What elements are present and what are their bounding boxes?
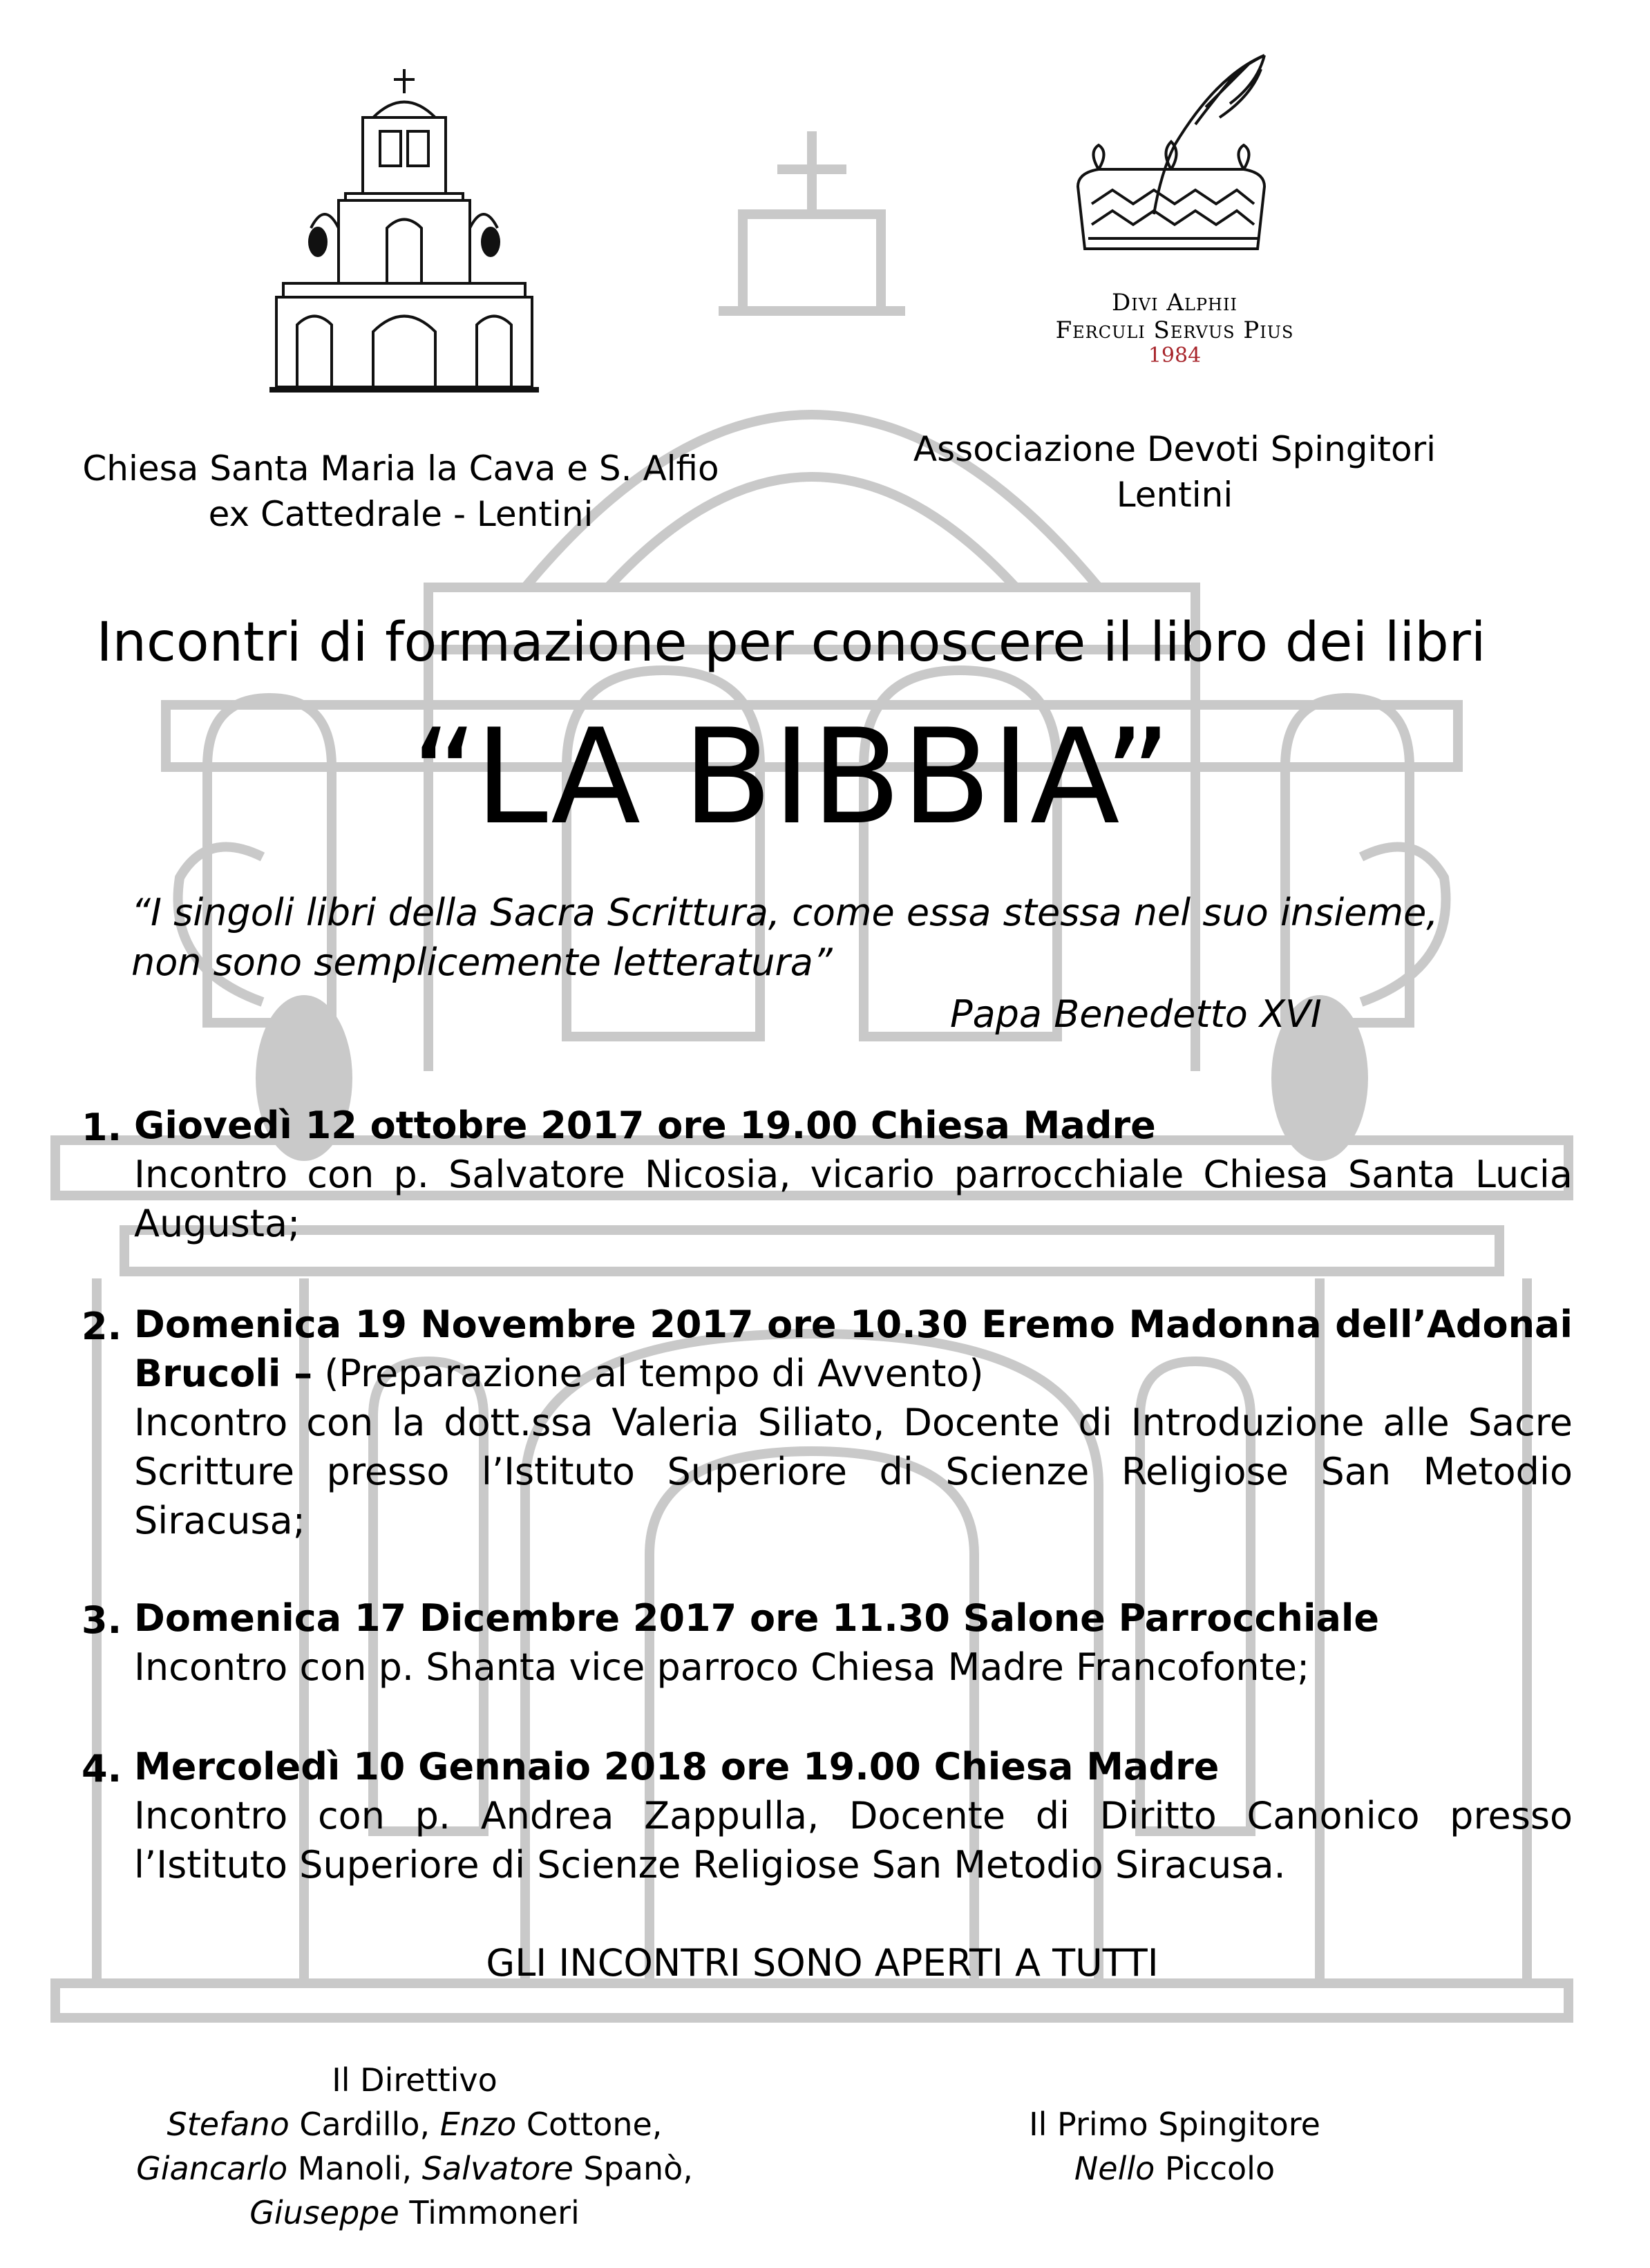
page-subtitle: Incontri di formazione per conoscere il libro dei libri [96, 612, 1486, 674]
event-2-heading: Domenica 19 Novembre 2017 ore 10.30 Eremo Madonna dell’Adonai Brucoli – [134, 1303, 1573, 1395]
signature-left-title: Il Direttivo [332, 2061, 497, 2099]
event-4-description: Incontro con p. Andrea Zappulla, Docente di Diritto Canonico presso l’Istituto Superiore di Scienze Religiose San Metodio Siracusa. [134, 1794, 1573, 1887]
event-2-number: 2. [82, 1305, 122, 1348]
event-3-heading: Domenica 17 Dicembre 2017 ore 11.30 Salone Parrocchiale [134, 1596, 1380, 1640]
event-3-description: Incontro con p. Shanta vice parroco Chiesa Madre Francofonte; [134, 1645, 1310, 1689]
motto-line-2: Ferculi Servus Pius [1055, 316, 1294, 344]
event-1-number: 1. [82, 1106, 122, 1149]
right-organization [857, 426, 1492, 518]
signature-name-first: Salvatore [421, 2150, 573, 2187]
right-org-line-1: Associazione Devoti Spingitori [913, 429, 1436, 469]
event-2 [134, 1300, 1573, 1545]
signature-right-title: Il Primo Spingitore [1029, 2106, 1320, 2143]
event-2-description: Incontro con la dott.ssa Valeria Siliato, Docente di Introduzione alle Sacre Scritture presso l’Istituto Superiore di Scienze Religiose San Metodio Siracusa; [134, 1401, 1573, 1542]
event-2-note: (Preparazione al tempo di Avvento) [312, 1352, 984, 1395]
event-4-number: 4. [82, 1747, 122, 1790]
right-org-line-2: Lentini [1116, 475, 1233, 515]
signature-left [48, 2058, 781, 2235]
event-4 [134, 1742, 1573, 1889]
signature-name-first: Giuseppe [249, 2194, 399, 2231]
quote [131, 888, 1582, 987]
church-facade-logo-icon [269, 62, 539, 394]
signature-name-first: Giancarlo [136, 2150, 288, 2187]
signature-name-last: Manoli, [287, 2150, 422, 2187]
event-3 [134, 1594, 1573, 1692]
event-1-heading: Giovedì 12 ottobre 2017 ore 19.00 Chiesa Madre [134, 1104, 1156, 1147]
signature-name-last: Timmoneri [399, 2194, 580, 2231]
event-1-description: Incontro con p. Salvatore Nicosia, vicario parrocchiale Chiesa Santa Lucia Augusta; [134, 1153, 1573, 1245]
signature-left-names-line-1 [48, 2102, 781, 2146]
signature-right-last: Piccolo [1155, 2150, 1276, 2187]
quote-line-1: “I singoli libri della Sacra Scrittura, come essa stessa nel suo insieme, [131, 891, 1439, 934]
left-org-line-1: Chiesa Santa Maria la Cava e S. Alfio [82, 448, 719, 489]
motto-line-1: Divi Alphii [1112, 289, 1238, 316]
quote-author: Papa Benedetto XVI [950, 992, 1322, 1036]
left-organization [28, 446, 774, 537]
signature-name-last: Cardillo, [289, 2106, 440, 2143]
signature-right-name [954, 2146, 1396, 2191]
signature-left-names-line-2 [48, 2146, 781, 2191]
motto-year: 1984 [1148, 343, 1202, 368]
event-3-number: 3. [82, 1598, 122, 1642]
event-1 [134, 1101, 1573, 1248]
page-title: “LA BIBBIA” [410, 701, 1172, 853]
event-4-heading: Mercoledì 10 Gennaio 2018 ore 19.00 Chiesa Madre [134, 1745, 1220, 1788]
signature-left-names-line-3 [48, 2191, 781, 2235]
signature-name-first: Enzo [439, 2106, 517, 2143]
open-notice: GLI INCONTRI SONO APERTI A TUTTI [486, 1941, 1159, 1985]
signature-right [954, 2102, 1396, 2191]
signature-name-last: Spanò, [573, 2150, 693, 2187]
quote-line-2: non sono semplicemente letteratura” [131, 941, 833, 984]
signature-name-last: Cottone, [516, 2106, 663, 2143]
left-org-line-2: ex Cattedrale - Lentini [208, 494, 594, 534]
signature-name-first: Stefano [167, 2106, 290, 2143]
crown-feather-emblem-icon [1057, 48, 1285, 270]
signature-right-first: Nello [1074, 2150, 1155, 2187]
